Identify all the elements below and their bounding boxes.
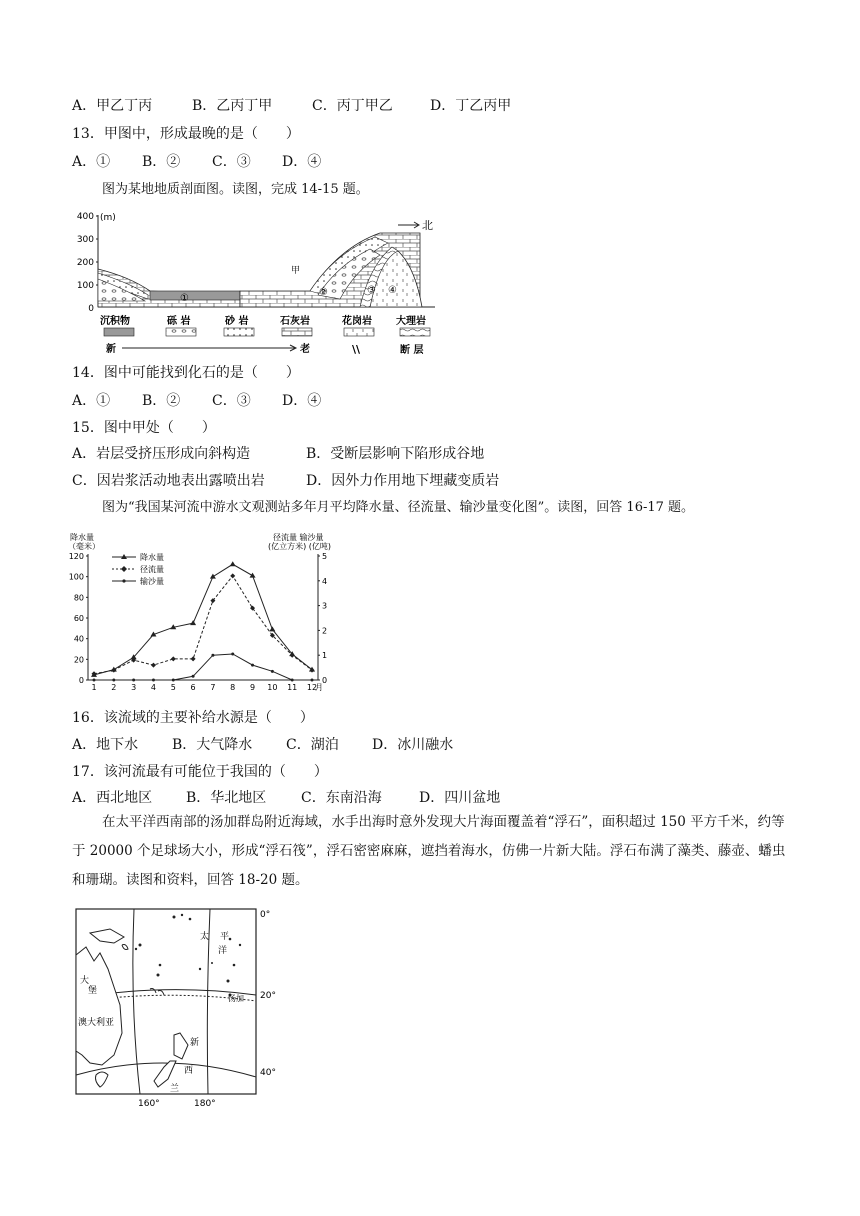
q13-option-a: A．① [72,154,111,170]
x-tick-label: 11 [287,683,298,692]
y-tick-200: 200 [76,258,94,268]
precip-point [250,573,256,578]
right-tick-label: 0 [322,676,328,685]
x-tick-label: 3 [131,683,137,692]
right-tick-label: 2 [322,626,328,636]
sediment-point [231,652,234,655]
legend-granite: 花岗岩 [342,316,372,327]
precip-point [269,626,275,631]
label-xin: 新 [190,1038,200,1048]
mark-3: ③ [367,285,376,296]
label-da: 大 [80,976,90,986]
x-tick-label: 6 [190,683,196,692]
left-axis-unit: （毫米） [68,542,100,551]
q15-stem: 15．图中甲处（ ） [72,420,216,436]
sediment-point [192,675,195,678]
q16-options [72,735,453,755]
q17-stem: 17．该河流最有可能位于我国的（ ） [72,764,328,780]
sediment-point [172,679,175,682]
right-tick-label: 4 [322,576,328,586]
label-yang: 洋 [218,946,228,956]
precip-point [210,574,216,579]
q17-option-c: C．东南沿海 [301,790,382,806]
left-tick-label: 80 [73,593,84,603]
q16-option-a: A．地下水 [72,737,139,753]
y-tick-300: 300 [76,235,94,245]
lat-20: 20° [260,991,276,1001]
left-axis-label: 降水量 [70,533,94,542]
legend-marble: 大理岩 [396,316,426,327]
legend-old: 老 [300,344,310,355]
precip-point [230,561,236,566]
legend-sandstone: 砂 岩 [225,316,249,327]
x-tick-label: 2 [111,683,117,692]
jia-label: 甲 [291,266,301,276]
q17-option-d: D．四川盆地 [419,790,501,806]
q14-option-b: B．② [142,393,181,409]
q14-option-c: C．③ [212,393,251,409]
q12-options [72,96,511,116]
x-tick-label: 9 [249,683,256,692]
label-australia: 澳大利亚 [78,1018,115,1028]
sediment-point [112,679,115,682]
y-tick-100: 100 [76,281,94,291]
q13-option-d: D．④ [282,154,322,170]
x-tick-label: 7 [210,683,216,692]
y-tick-0: 0 [88,304,94,314]
sediment-point [93,679,96,682]
q15-options-row1 [72,444,484,464]
x-tick-label: 1 [91,683,97,692]
right-axis-unit: (亿立方米) (亿吨) [268,542,332,551]
mark-1: ① [180,293,189,304]
left-tick-label: 60 [73,614,84,623]
left-tick-label: 0 [78,676,84,685]
x-unit: 月 [315,683,323,692]
sediment-point [251,664,254,667]
label-tai: 太 [200,932,210,942]
runoff-point [171,656,176,661]
runoff-point [230,573,235,578]
x-tick-label: 8 [230,683,236,692]
left-tick-label: 40 [73,634,84,644]
q13-option-c: C．③ [212,154,251,170]
q15-option-c: C．因岩浆活动地表出露喷出岩 [72,473,265,489]
q15-option-b: B．受断层影响下陷形成谷地 [306,446,485,462]
q17-option-b: B．华北地区 [186,790,267,806]
north-label: 北 [422,219,433,232]
legend-precip: 降水量 [140,553,164,562]
lat-40: 40° [260,1068,276,1078]
profile-legend [99,314,430,356]
q14-options [72,391,321,411]
hydrology-chart [60,530,360,695]
right-tick-label: 1 [322,651,328,661]
label-lan: 兰 [170,1084,180,1094]
q16-stem: 16．该流域的主要补给水源是（ ） [72,710,314,726]
series-line-2 [94,654,312,680]
runoff-point [191,656,196,661]
left-tick-label: 20 [73,655,84,665]
right-tick-label: 3 [322,601,328,611]
q13-option-b: B．② [142,154,181,170]
mark-2: ② [319,287,328,298]
legend-new: 新 [106,344,116,355]
left-tick-label: 120 [68,552,84,561]
q17-option-a: A．西北地区 [72,790,153,806]
q14-option-a: A．① [72,393,111,409]
runoff-point [151,663,156,668]
q14-option-d: D．④ [282,393,322,409]
right-tick-label: 5 [322,552,328,561]
sediment-point [211,654,214,657]
q16-option-c: C．湖泊 [286,737,339,753]
q16-option-b: B．大气降水 [172,737,253,753]
profile-y-unit: (m) [100,213,116,223]
lon-180: 180° [194,1099,216,1109]
q16-option-d: D．冰川融水 [372,737,454,753]
q15-option-d: D．因外力作用地下埋藏变质岩 [306,473,500,489]
label-ping: 平 [220,932,230,942]
legend-sediment: 沉积物 [100,316,130,327]
label-xi: 西 [184,1066,194,1076]
legend-runoff: 径流量 [140,565,164,574]
series-line-1 [94,576,312,674]
q13-stem: 13．甲图中，形成最晚的是（ ） [72,126,300,142]
q12-option-b: B．乙丙丁甲 [192,98,273,114]
q12-option-c: C．丙丁甲乙 [312,98,393,114]
intro-16-17: 图为“我国某河流中游水文观测站多年月平均降水量、径流量、输沙量变化图”。读图，回答 16-17 题。 [102,500,695,515]
right-axis-label: 径流量 输沙量 [273,533,324,542]
runoff-point [290,653,295,658]
label-bao: 堡 [88,986,98,996]
intro-14-15: 图为某地地质剖面图。读图，完成 14-15 题。 [102,182,369,197]
fault-symbol: \\ [352,343,361,356]
left-tick-label: 100 [68,572,84,582]
sediment-point [291,679,294,682]
geologic-profile-figure [70,207,450,357]
legend-limestone: 石灰岩 [280,316,310,327]
legend-conglomerate: 砾 岩 [167,316,191,327]
q14-stem: 14．图中可能找到化石的是（ ） [72,365,300,381]
y-tick-400: 400 [76,212,94,222]
sediment-point [152,679,155,682]
mark-4: ④ [388,285,397,296]
q12-option-d: D．丁乙丙甲 [430,98,512,114]
precip-point [190,620,196,625]
x-tick-label: 5 [170,683,176,692]
sediment-point [132,679,135,682]
sediment-layer [150,291,240,300]
lon-160: 160° [138,1099,160,1109]
chart-legend [112,552,164,586]
q15-options-row2 [72,471,499,491]
label-tonga: 汤加 [228,994,244,1003]
lat-0: 0° [260,910,271,920]
intro-18-20: 在太平洋西南部的汤加群岛附近海域，水手出海时意外发现大片海面覆盖着“浮石”，面积超过 150 平方千米，约等于 20000 个足球场大小，形成“浮石筏”，浮石密密麻麻，遮挡着海水，仿佛一片新大陆。浮石布满了藻类、藤壶、蟠虫和珊瑚。读图和资料，回答 18-20 题。 [72,814,786,888]
sediment-point [271,670,274,673]
x-tick-label: 12 [306,683,318,692]
x-tick-label: 10 [267,683,278,692]
q12-option-a: A．甲乙丁丙 [72,98,153,114]
q13-options [72,152,321,172]
x-tick-label: 4 [150,683,157,692]
legend-fault: 断 层 [400,345,424,356]
q15-option-a: A．岩层受挤压形成向斜构造 [72,446,251,462]
tonga-map [70,905,290,1110]
legend-sediment: 输沙量 [140,577,164,586]
q17-options [72,788,500,808]
sediment-point [311,679,314,682]
